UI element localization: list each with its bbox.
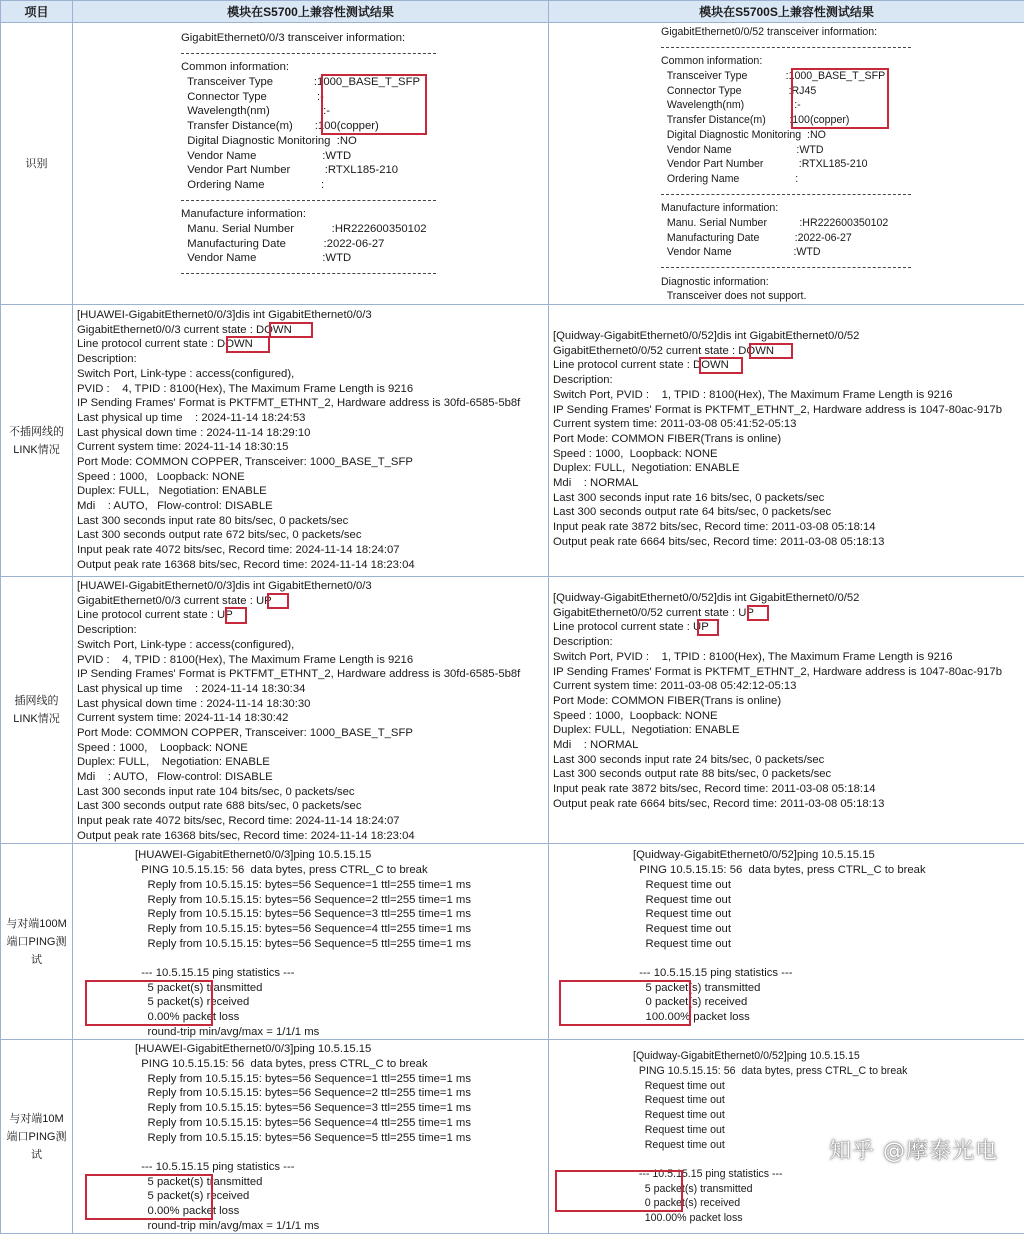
- output-line: Duplex: FULL, Negotiation: ENABLE: [77, 755, 548, 770]
- highlight-box: [269, 322, 313, 339]
- output-line: Line protocol current state : DOWN: [77, 337, 548, 352]
- output-line: Port Mode: COMMON FIBER(Trans is online): [553, 694, 1024, 709]
- output-line: Port Mode: COMMON COPPER, Transceiver: 1000_BASE_T_SFP: [77, 455, 548, 470]
- output-line: [135, 1145, 548, 1160]
- output-line: Switch Port, PVID : 1, TPID : 8100(Hex), The Maximum Frame Length is 9216: [553, 388, 1024, 403]
- output-line: Manufacture information:: [661, 201, 1024, 216]
- output-line: Switch Port, Link-type : access(configured),: [77, 367, 548, 382]
- output-line: PING 10.5.15.15: 56 data bytes, press CTRL_C to break: [633, 863, 1024, 878]
- output-line: Input peak rate 4072 bits/sec, Record time: 2024-11-14 18:24:07: [77, 814, 548, 829]
- output-line: Last physical up time : 2024-11-14 18:24:53: [77, 411, 548, 426]
- output-line: Digital Diagnostic Monitoring :NO: [661, 128, 1024, 143]
- row-label-ping10: 与对端10M端口PING测试: [1, 1040, 73, 1234]
- unplugged-s5700s-cell: [549, 305, 1024, 577]
- output-line: Common information:: [181, 60, 548, 75]
- output-line: [633, 951, 1024, 966]
- output-line: Mdi : AUTO, Flow-control: DISABLE: [77, 770, 548, 785]
- output-line: GigabitEthernet0/0/52 transceiver information:: [661, 25, 1024, 40]
- highlight-box: [226, 336, 270, 353]
- separator-rule: [661, 267, 911, 268]
- ping100-s5700-output: [73, 844, 548, 1039]
- output-line: Vendor Name :WTD: [181, 149, 548, 164]
- output-line: Request time out: [633, 1139, 1024, 1154]
- output-line: 0 packet(s) received: [633, 995, 1024, 1010]
- output-line: Reply from 10.5.15.15: bytes=56 Sequence=5 ttl=255 time=1 ms: [135, 937, 548, 952]
- output-line: Last 300 seconds input rate 16 bits/sec, 0 packets/sec: [553, 491, 1024, 506]
- plugged-s5700s-cell: [549, 577, 1024, 844]
- highlight-box: [85, 980, 213, 1026]
- highlight-box: [555, 1170, 683, 1212]
- output-line: Current system time: 2024-11-14 18:30:42: [77, 711, 548, 726]
- output-line: Ordering Name :: [661, 172, 1024, 187]
- output-line: 5 packet(s) transmitted: [135, 981, 548, 996]
- output-line: Transceiver Type :1000_BASE_T_SFP: [661, 69, 1024, 84]
- output-line: [181, 193, 548, 208]
- output-line: Manufacture information:: [181, 207, 548, 222]
- output-line: Manu. Serial Number :HR222600350102: [661, 216, 1024, 231]
- output-line: Manu. Serial Number :HR222600350102: [181, 222, 548, 237]
- output-line: Mdi : NORMAL: [553, 476, 1024, 491]
- output-line: 5 packet(s) received: [135, 1189, 548, 1204]
- output-line: Last 300 seconds input rate 24 bits/sec, 0 packets/sec: [553, 753, 1024, 768]
- header-row: [1, 1, 1024, 23]
- ping100-s5700s-cell: [549, 844, 1024, 1040]
- output-line: Description:: [553, 635, 1024, 650]
- output-line: Manufacturing Date :2022-06-27: [661, 231, 1024, 246]
- output-line: 0.00% packet loss: [135, 1204, 548, 1219]
- separator-rule: [181, 53, 436, 54]
- output-line: Duplex: FULL, Negotiation: ENABLE: [77, 484, 548, 499]
- plugged-s5700-cell: [73, 577, 549, 844]
- output-line: Vendor Name :WTD: [181, 251, 548, 266]
- highlight-box: [321, 74, 427, 135]
- output-line: Reply from 10.5.15.15: bytes=56 Sequence=1 ttl=255 time=1 ms: [135, 878, 548, 893]
- output-line: IP Sending Frames' Format is PKTFMT_ETHNT_2, Hardware address is 30fd-6585-5b8f: [77, 396, 548, 411]
- highlight-box: [225, 607, 247, 624]
- output-line: Last 300 seconds output rate 688 bits/sec, 0 packets/sec: [77, 799, 548, 814]
- output-line: Connector Type :-: [181, 90, 548, 105]
- output-line: Speed : 1000, Loopback: NONE: [77, 470, 548, 485]
- output-line: [Quidway-GigabitEthernet0/0/52]ping 10.5.15.15: [633, 848, 1024, 863]
- highlight-box: [699, 357, 743, 374]
- output-line: --- 10.5.15.15 ping statistics ---: [135, 1160, 548, 1175]
- output-line: Port Mode: COMMON COPPER, Transceiver: 1000_BASE_T_SFP: [77, 726, 548, 741]
- output-line: Input peak rate 3872 bits/sec, Record time: 2011-03-08 05:18:14: [553, 782, 1024, 797]
- output-line: Reply from 10.5.15.15: bytes=56 Sequence=3 ttl=255 time=1 ms: [135, 1101, 548, 1116]
- output-line: GigabitEthernet0/0/3 transceiver information:: [181, 31, 548, 46]
- ping10-s5700-output: [73, 1040, 548, 1233]
- output-line: Line protocol current state : DOWN: [553, 358, 1024, 373]
- output-line: PVID : 4, TPID : 8100(Hex), The Maximum Frame Length is 9216: [77, 653, 548, 668]
- output-line: GigabitEthernet0/0/3 current state : UP: [77, 594, 548, 609]
- output-line: Duplex: FULL, Negotiation: ENABLE: [553, 461, 1024, 476]
- output-line: IP Sending Frames' Format is PKTFMT_ETHNT_2, Hardware address is 30fd-6585-5b8f: [77, 667, 548, 682]
- output-line: 5 packet(s) transmitted: [633, 1183, 1024, 1198]
- output-line: [HUAWEI-GigabitEthernet0/0/3]dis int GigabitEthernet0/0/3: [77, 579, 548, 594]
- highlight-box: [749, 343, 793, 360]
- output-line: Connector Type :RJ45: [661, 84, 1024, 99]
- output-line: Request time out: [633, 878, 1024, 893]
- plugged-s5700s-output: [549, 577, 1024, 811]
- output-line: Last physical down time : 2024-11-14 18:30:30: [77, 697, 548, 712]
- row-label-unplugged: 不插网线的LINK情况: [1, 305, 73, 577]
- output-line: Request time out: [633, 1094, 1024, 1109]
- row-plugged: [1, 577, 1024, 844]
- output-line: Ordering Name :: [181, 178, 548, 193]
- output-line: Transceiver Type :1000_BASE_T_SFP: [181, 75, 548, 90]
- output-line: Speed : 1000, Loopback: NONE: [553, 709, 1024, 724]
- row-unplugged: [1, 305, 1024, 577]
- ping100-s5700-cell: [73, 844, 549, 1040]
- output-line: Last 300 seconds output rate 672 bits/sec, 0 packets/sec: [77, 528, 548, 543]
- output-line: [Quidway-GigabitEthernet0/0/52]ping 10.5.15.15: [633, 1050, 1024, 1065]
- highlight-box: [85, 1174, 213, 1220]
- zhihu-watermark: 知乎 @摩泰光电: [829, 1134, 998, 1165]
- output-line: Reply from 10.5.15.15: bytes=56 Sequence=4 ttl=255 time=1 ms: [135, 922, 548, 937]
- output-line: [Quidway-GigabitEthernet0/0/52]dis int GigabitEthernet0/0/52: [553, 329, 1024, 344]
- output-line: 5 packet(s) transmitted: [135, 1175, 548, 1190]
- unplugged-s5700-cell: [73, 305, 549, 577]
- output-line: Last 300 seconds input rate 80 bits/sec, 0 packets/sec: [77, 514, 548, 529]
- output-line: [HUAWEI-GigabitEthernet0/0/3]dis int GigabitEthernet0/0/3: [77, 308, 548, 323]
- output-line: Switch Port, PVID : 1, TPID : 8100(Hex), The Maximum Frame Length is 9216: [553, 650, 1024, 665]
- output-line: PING 10.5.15.15: 56 data bytes, press CTRL_C to break: [135, 1057, 548, 1072]
- separator-rule: [661, 194, 911, 195]
- identify-s5700-output: [73, 23, 548, 281]
- output-line: Last 300 seconds output rate 64 bits/sec, 0 packets/sec: [553, 505, 1024, 520]
- output-line: Request time out: [633, 922, 1024, 937]
- output-line: 100.00% packet loss: [633, 1212, 1024, 1227]
- output-line: 5 packet(s) transmitted: [633, 981, 1024, 996]
- output-line: Description:: [77, 623, 548, 638]
- output-line: Speed : 1000, Loopback: NONE: [553, 447, 1024, 462]
- output-line: 0 packet(s) received: [633, 1197, 1024, 1212]
- output-line: IP Sending Frames' Format is PKTFMT_ETHNT_2, Hardware address is 1047-80ac-917b: [553, 665, 1024, 680]
- output-line: Request time out: [633, 893, 1024, 908]
- output-line: Line protocol current state : UP: [77, 608, 548, 623]
- output-line: --- 10.5.15.15 ping statistics ---: [633, 1168, 1024, 1183]
- output-line: Reply from 10.5.15.15: bytes=56 Sequence=2 ttl=255 time=1 ms: [135, 893, 548, 908]
- identify-s5700-cell: [73, 23, 549, 305]
- output-line: [181, 266, 548, 281]
- output-line: Digital Diagnostic Monitoring :NO: [181, 134, 548, 149]
- separator-rule: [181, 273, 436, 274]
- unplugged-s5700s-output: [549, 305, 1024, 549]
- output-line: Input peak rate 3872 bits/sec, Record time: 2011-03-08 05:18:14: [553, 520, 1024, 535]
- row-label-plugged: 插网线的LINK情况: [1, 577, 73, 844]
- output-line: Input peak rate 4072 bits/sec, Record time: 2024-11-14 18:24:07: [77, 543, 548, 558]
- output-line: 0.00% packet loss: [135, 1010, 548, 1025]
- highlight-box: [267, 593, 289, 610]
- output-line: Last physical down time : 2024-11-14 18:29:10: [77, 426, 548, 441]
- output-line: Request time out: [633, 907, 1024, 922]
- output-line: Mdi : NORMAL: [553, 738, 1024, 753]
- output-line: 100.00% packet loss: [633, 1010, 1024, 1025]
- output-line: Request time out: [633, 937, 1024, 952]
- header-s5700s: 模块在S5700S上兼容性测试结果: [549, 1, 1024, 23]
- output-line: Vendor Name :WTD: [661, 143, 1024, 158]
- output-line: Output peak rate 6664 bits/sec, Record time: 2011-03-08 05:18:13: [553, 535, 1024, 550]
- output-line: Diagnostic information:: [661, 275, 1024, 290]
- output-line: Vendor Part Number :RTXL185-210: [661, 157, 1024, 172]
- output-line: Output peak rate 16368 bits/sec, Record time: 2024-11-14 18:23:04: [77, 829, 548, 844]
- output-line: Speed : 1000, Loopback: NONE: [77, 741, 548, 756]
- ping100-s5700s-output: [549, 844, 1024, 1024]
- output-line: [HUAWEI-GigabitEthernet0/0/3]ping 10.5.15.15: [135, 848, 548, 863]
- ping10-s5700-cell: [73, 1040, 549, 1234]
- output-line: [661, 260, 1024, 275]
- identify-s5700s-output: [549, 23, 1024, 304]
- output-line: Last 300 seconds output rate 88 bits/sec, 0 packets/sec: [553, 767, 1024, 782]
- output-line: Last physical up time : 2024-11-14 18:30:34: [77, 682, 548, 697]
- highlight-box: [747, 605, 769, 622]
- output-line: round-trip min/avg/max = 1/1/1 ms: [135, 1025, 548, 1040]
- output-line: Output peak rate 6664 bits/sec, Record time: 2011-03-08 05:18:13: [553, 797, 1024, 812]
- output-line: 5 packet(s) received: [135, 995, 548, 1010]
- output-line: Current system time: 2024-11-14 18:30:15: [77, 440, 548, 455]
- output-line: PING 10.5.15.15: 56 data bytes, press CTRL_C to break: [135, 863, 548, 878]
- output-line: Reply from 10.5.15.15: bytes=56 Sequence=2 ttl=255 time=1 ms: [135, 1086, 548, 1101]
- output-line: Description:: [553, 373, 1024, 388]
- output-line: [Quidway-GigabitEthernet0/0/52]dis int GigabitEthernet0/0/52: [553, 591, 1024, 606]
- output-line: --- 10.5.15.15 ping statistics ---: [633, 966, 1024, 981]
- output-line: Reply from 10.5.15.15: bytes=56 Sequence=3 ttl=255 time=1 ms: [135, 907, 548, 922]
- output-line: Description:: [77, 352, 548, 367]
- row-label-ping100: 与对端100M端口PING测试: [1, 844, 73, 1040]
- output-line: Current system time: 2011-03-08 05:42:12-05:13: [553, 679, 1024, 694]
- output-line: IP Sending Frames' Format is PKTFMT_ETHNT_2, Hardware address is 1047-80ac-917b: [553, 403, 1024, 418]
- output-line: Wavelength(nm) :-: [661, 98, 1024, 113]
- output-line: Current system time: 2011-03-08 05:41:52-05:13: [553, 417, 1024, 432]
- separator-rule: [661, 47, 911, 48]
- output-line: Vendor Part Number :RTXL185-210: [181, 163, 548, 178]
- output-line: --- 10.5.15.15 ping statistics ---: [135, 966, 548, 981]
- output-line: [661, 187, 1024, 202]
- output-line: GigabitEthernet0/0/52 current state : DOWN: [553, 344, 1024, 359]
- output-line: Transfer Distance(m) :100(copper): [181, 119, 548, 134]
- output-line: GigabitEthernet0/0/52 current state : UP: [553, 606, 1024, 621]
- output-line: PVID : 4, TPID : 8100(Hex), The Maximum Frame Length is 9216: [77, 382, 548, 397]
- output-line: Line protocol current state : UP: [553, 620, 1024, 635]
- highlight-box: [559, 980, 691, 1026]
- output-line: Port Mode: COMMON FIBER(Trans is online): [553, 432, 1024, 447]
- plugged-s5700-output: [73, 577, 548, 843]
- output-line: Reply from 10.5.15.15: bytes=56 Sequence=4 ttl=255 time=1 ms: [135, 1116, 548, 1131]
- highlight-box: [697, 619, 719, 636]
- output-line: Reply from 10.5.15.15: bytes=56 Sequence=1 ttl=255 time=1 ms: [135, 1072, 548, 1087]
- output-line: Common information:: [661, 54, 1024, 69]
- output-line: [135, 951, 548, 966]
- output-line: Vendor Name :WTD: [661, 245, 1024, 260]
- output-line: Transfer Distance(m) :100(copper): [661, 113, 1024, 128]
- output-line: Switch Port, Link-type : access(configured),: [77, 638, 548, 653]
- header-item: 项目: [1, 1, 73, 23]
- row-label-identify: 识别: [1, 23, 73, 305]
- output-line: [181, 46, 548, 61]
- output-line: Duplex: FULL, Negotiation: ENABLE: [553, 723, 1024, 738]
- output-line: Mdi : AUTO, Flow-control: DISABLE: [77, 499, 548, 514]
- output-line: Request time out: [633, 1109, 1024, 1124]
- row-identify: [1, 23, 1024, 305]
- separator-rule: [181, 200, 436, 201]
- output-line: Output peak rate 16368 bits/sec, Record time: 2024-11-14 18:23:04: [77, 558, 548, 573]
- output-line: [661, 40, 1024, 55]
- unplugged-s5700-output: [73, 305, 548, 572]
- identify-s5700s-cell: [549, 23, 1024, 305]
- output-line: PING 10.5.15.15: 56 data bytes, press CTRL_C to break: [633, 1065, 1024, 1080]
- header-s5700: 模块在S5700上兼容性测试结果: [73, 1, 549, 23]
- output-line: Reply from 10.5.15.15: bytes=56 Sequence=5 ttl=255 time=1 ms: [135, 1131, 548, 1146]
- output-line: [HUAWEI-GigabitEthernet0/0/3]ping 10.5.15.15: [135, 1042, 548, 1057]
- output-line: Manufacturing Date :2022-06-27: [181, 237, 548, 252]
- output-line: round-trip min/avg/max = 1/1/1 ms: [135, 1219, 548, 1234]
- output-line: Request time out: [633, 1124, 1024, 1139]
- output-line: Request time out: [633, 1080, 1024, 1095]
- output-line: Wavelength(nm) :-: [181, 104, 548, 119]
- highlight-box: [791, 68, 889, 129]
- row-ping100: [1, 844, 1024, 1040]
- output-line: GigabitEthernet0/0/3 current state : DOWN: [77, 323, 548, 338]
- output-line: Last 300 seconds input rate 104 bits/sec, 0 packets/sec: [77, 785, 548, 800]
- output-line: Transceiver does not support.: [661, 289, 1024, 304]
